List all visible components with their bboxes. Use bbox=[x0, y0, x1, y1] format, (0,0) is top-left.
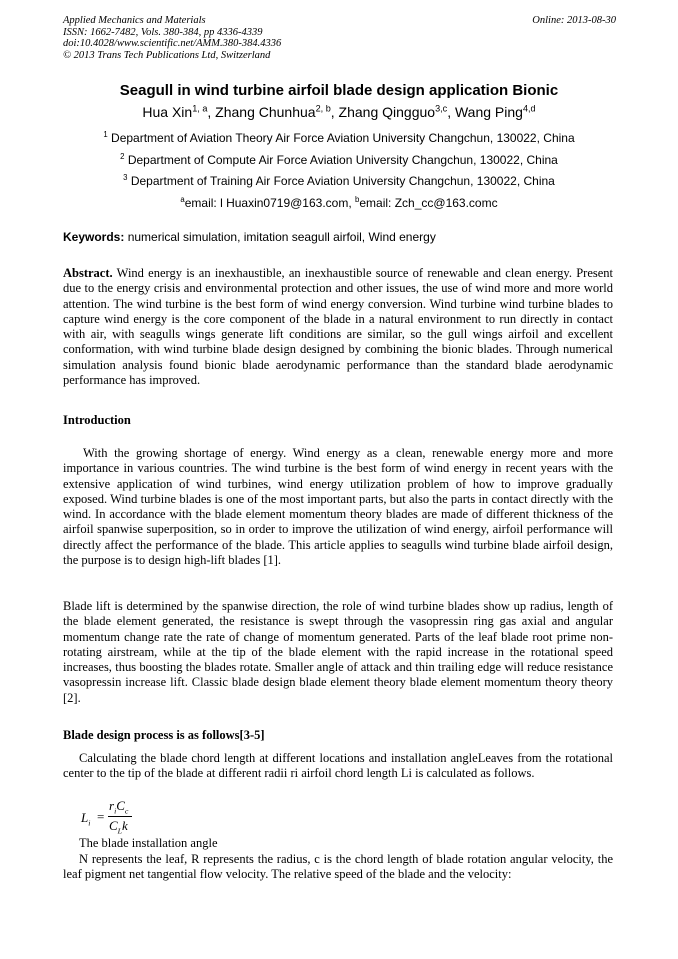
copyright-line: © 2013 Trans Tech Publications Ltd, Switzerland bbox=[63, 49, 271, 61]
chord-length-formula bbox=[81, 798, 201, 836]
formula-denominator: $C_Lk$ bbox=[109, 818, 128, 836]
abstract bbox=[63, 266, 613, 388]
keywords-label: Keywords: bbox=[63, 230, 125, 244]
author-name: Hua Xin bbox=[142, 104, 193, 120]
affiliation-mark: 2 bbox=[120, 152, 125, 161]
author-affiliation-mark: 2, b bbox=[315, 103, 331, 114]
introduction-heading: Introduction bbox=[63, 413, 131, 427]
affiliation-3 bbox=[40, 174, 638, 188]
author-name: Zhang Qingguo bbox=[338, 104, 436, 120]
abstract-text: Wind energy is an inexhaustible, an inexhaustible source of renewable and clean energy. Present due to the energy crisis and environmental protection and other issues, the use of wind more and more world attention. The wind turbine is the best form of wind energy conversion. Wind turbine wind turbine blades to capture wind energy is the core component of the blade in a natural environment to run directly in contact with air, with seagulls wings generate lift conditions are similar, so the gull wings airfoil and excellent conformation, with wind turbine blade design designed by combining the bionic blades. Through numerical simulation analysis found bionic blade aerodynamic performance than the standard blade aerodynamic performance has improved. bbox=[63, 266, 613, 388]
author-list: Hua Xin$^{1, a}$, Zhang Chunhua$^{2, b}$, Zhang Qingguo$^{3,c}$, Wang Ping$^{4,d}$ bbox=[142, 103, 536, 120]
formula-lhs: $L_i$ bbox=[81, 810, 91, 828]
author-name: Zhang Chunhua bbox=[215, 104, 316, 120]
introduction-paragraph-2: Blade lift is determined by the spanwise direction, the role of wind turbine blades show up radius, length of the blade element generated, the resistance is swept through the vasopressin ring gas axial and angular momentum change rate the rate of change of momentum generated. Parts of the leaf blade root prime non-rotating airstream, while at the tip of the blade element with the rapid increase in the rotational speed increases, thus boosting the blades rotate. Smaller angle of attack and thin trailing edge will reduce resistance vasopressin increase lift. Classic blade design blade element theory blade element momentum theory theory [2]. bbox=[63, 599, 613, 705]
formula-equals: = bbox=[97, 809, 105, 824]
introduction-paragraph-1: With the growing shortage of energy. Wind energy as a clean, renewable energy more and more importance in various countries. The wind turbine is the best form of wind energy in recent years with the extensive application of wind turbines, wind energy utilization problem of how to improve gradually exposed. Wind turbine blades is one of the most important parts, but also the parts in contact directly with the wind. In accordance with the blade element momentum theory blades are made of different thickness of the airfoil spanwise superposition, so in order to improve the utilization of wind energy, airfoil performance will directly affect the performance of the blade. This article applies to seagulls wind turbine blade airfoil design, the purpose is to design high-lift blades [1]. bbox=[63, 446, 613, 568]
online-date: Online: 2013-08-30 bbox=[532, 15, 616, 26]
doi-line[interactable]: doi:10.4028/www.scientific.net/AMM.380-384.4336 bbox=[63, 38, 282, 49]
journal-header bbox=[63, 15, 616, 61]
journal-name: Applied Mechanics and Materials bbox=[63, 15, 206, 26]
formula-fraction-bar bbox=[108, 816, 132, 817]
issn-line: ISSN: 1662-7482, Vols. 380-384, pp 4336-4339 bbox=[63, 26, 263, 38]
email-text[interactable]: email: Zch_cc@163.comc bbox=[359, 196, 498, 210]
author-affiliation-mark: 1, a bbox=[192, 103, 208, 114]
affiliation-text: Department of Compute Air Force Aviation University Changchun, 130022, China bbox=[127, 153, 558, 167]
keywords bbox=[63, 230, 623, 244]
email-line bbox=[40, 196, 638, 210]
author-affiliation-mark: 3,c bbox=[435, 103, 448, 114]
author-affiliation-mark: 4,d bbox=[522, 103, 536, 114]
design-paragraph-3: N represents the leaf, R represents the radius, c is the chord length of blade rotation angular velocity, the leaf pigment net tangential flow velocity. The relative speed of the blade and the velocity: bbox=[63, 852, 613, 882]
email-text[interactable]: email: l Huaxin0719@163.com, bbox=[184, 196, 356, 210]
affiliation-2 bbox=[40, 153, 638, 167]
affiliation-1 bbox=[40, 131, 638, 145]
keywords-text: numerical simulation, imitation seagull airfoil, Wind energy bbox=[124, 230, 436, 244]
abstract-label: Abstract. bbox=[63, 266, 113, 280]
design-paragraph-2: The blade installation angle bbox=[79, 836, 218, 850]
formula-numerator: $r_iC_c$ bbox=[109, 798, 129, 816]
design-heading: Blade design process is as follows[3-5] bbox=[63, 728, 265, 742]
email-mark: a bbox=[180, 195, 185, 204]
affiliation-mark: 3 bbox=[123, 173, 128, 182]
paper-title: Seagull in wind turbine airfoil blade design application Bionic bbox=[119, 82, 559, 99]
affiliation-text: Department of Training Air Force Aviation University Changchun, 130022, China bbox=[130, 174, 555, 188]
author-name: Wang Ping bbox=[454, 104, 523, 120]
email-mark: b bbox=[355, 195, 360, 204]
design-paragraph-1: Calculating the blade chord length at different locations and installation angleLeaves from the rotational center to the tip of the blade at different radii ri airfoil chord length Li is calculated as follows. bbox=[63, 751, 613, 781]
affiliation-mark: 1 bbox=[103, 130, 108, 139]
affiliation-text: Department of Aviation Theory Air Force Aviation University Changchun, 130022, China bbox=[111, 131, 575, 145]
